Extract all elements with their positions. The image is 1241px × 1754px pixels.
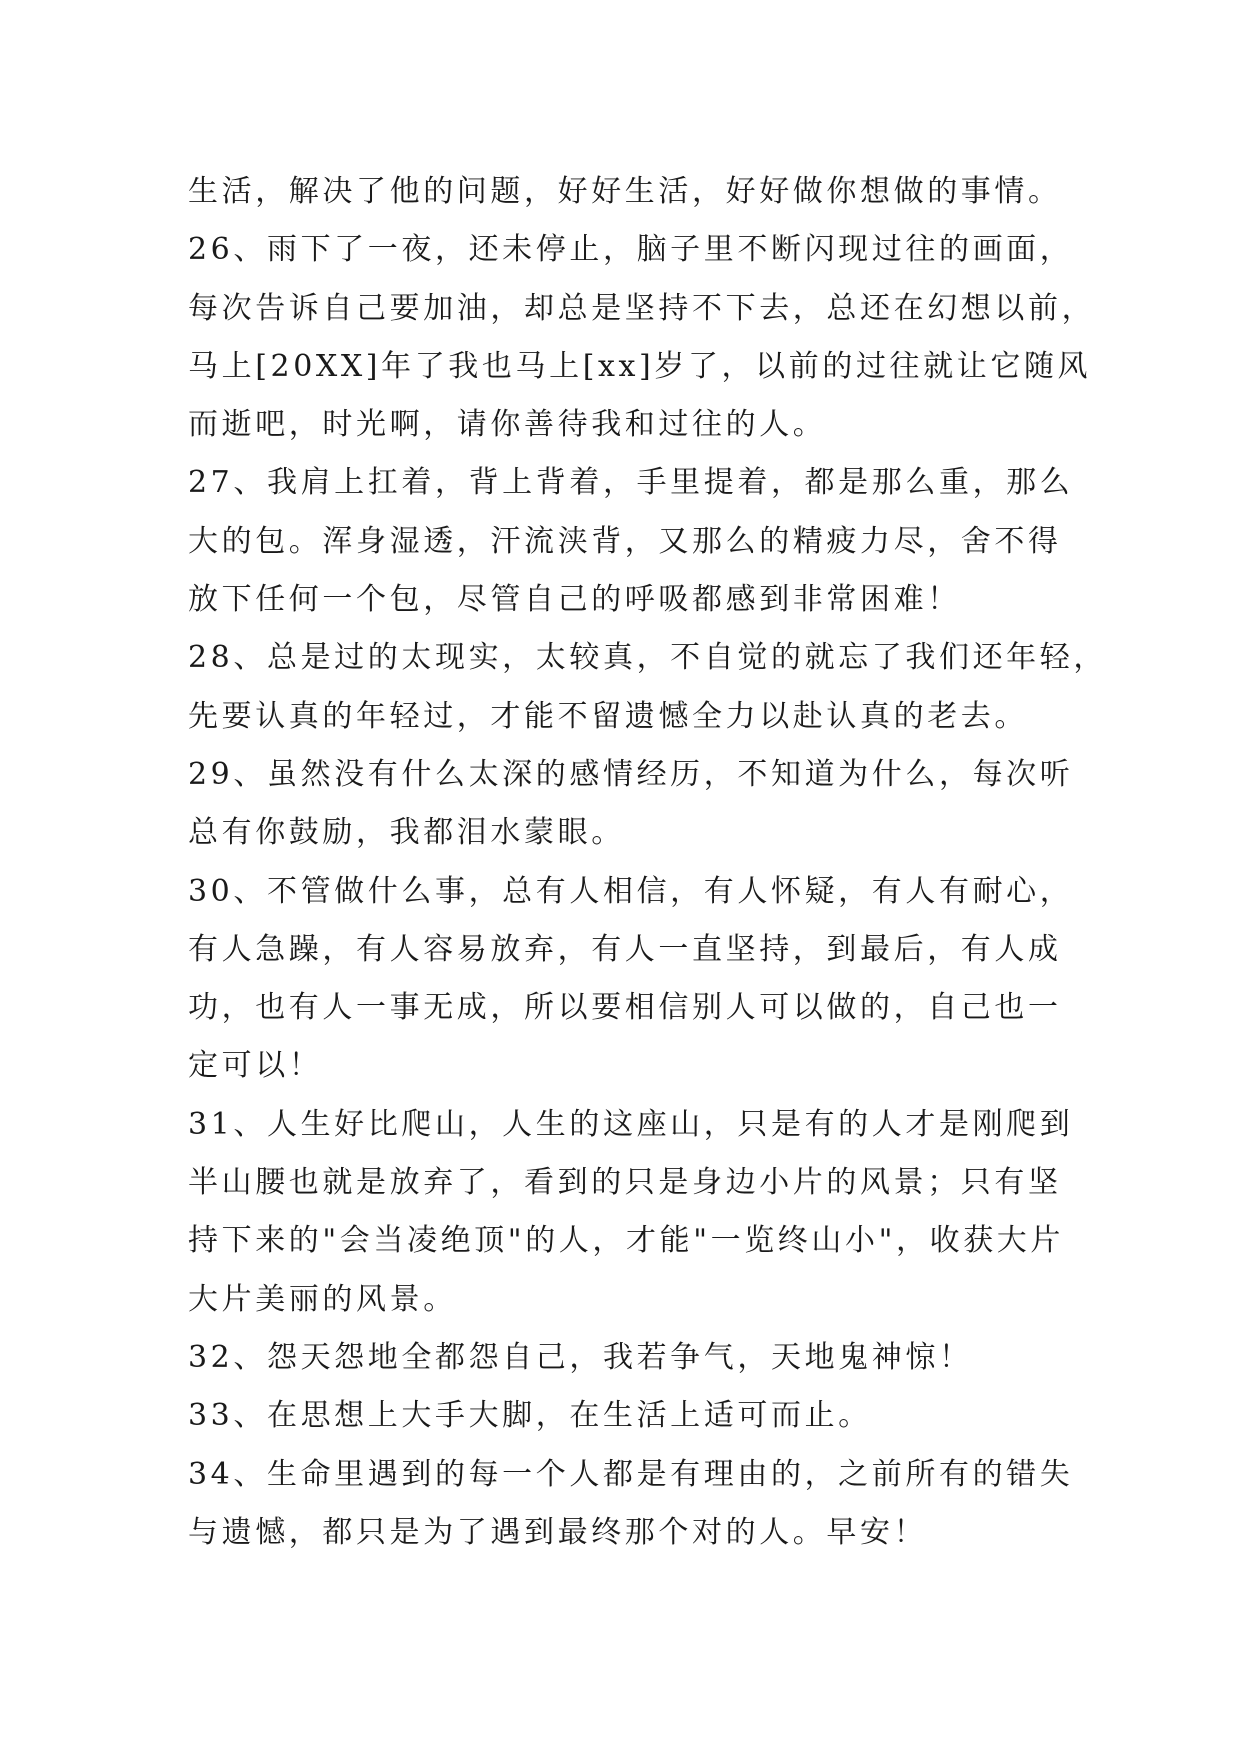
text-line: 而逝吧，时光啊，请你善待我和过往的人。 [188, 407, 827, 443]
text-line: 生活，解决了他的问题，好好生活，好好做你想做的事情。 [188, 174, 1062, 209]
text-line: 有人急躁，有人容易放弃，有人一直坚持，到最后，有人成 [188, 931, 1062, 967]
text-line: 半山腰也就是放弃了，看到的只是身边小片的风景；只有坚 [188, 1165, 1062, 1201]
text-line: 马上[20XX]年了我也马上[xx]岁了，以前的过往就让它随风 [188, 348, 1092, 384]
text-line: 30、不管做什么事，总有人相信，有人怀疑，有人有耐心， [188, 873, 1074, 909]
text-line: 功，也有人一事无成，所以要相信别人可以做的，自己也一 [188, 990, 1062, 1026]
text-line: 总有你鼓励，我都泪水蒙眼。 [188, 815, 625, 851]
text-line: 27、我肩上扛着，背上背着，手里提着，都是那么重，那么 [188, 465, 1074, 501]
text-line: 29、虽然没有什么太深的感情经历，不知道为什么，每次听 [188, 756, 1074, 792]
text-line: 大的包。浑身湿透，汗流浃背，又那么的精疲力尽，舍不得 [188, 523, 1062, 559]
text-line: 先要认真的年轻过，才能不留遗憾全力以赴认真的老去。 [188, 698, 1028, 734]
text-line: 28、总是过的太现实，太较真，不自觉的就忘了我们还年轻， [188, 640, 1107, 676]
document-body [188, 163, 1107, 1562]
text-line: 放下任何一个包，尽管自己的呼吸都感到非常困难！ [188, 582, 961, 618]
text-line: 与遗憾，都只是为了遇到最终那个对的人。早安！ [188, 1514, 928, 1550]
text-line: 持下来的"会当凌绝顶"的人，才能"一览终山小"，收获大片 [188, 1223, 1064, 1259]
text-line: 每次告诉自己要加油，却总是坚持不下去，总还在幻想以前， [188, 290, 1096, 326]
text-line: 32、怨天怨地全都怨自己，我若争气，天地鬼神惊！ [188, 1339, 973, 1375]
text-line: 定可以！ [188, 1048, 323, 1084]
text-line: 31、人生好比爬山，人生的这座山，只是有的人才是刚爬到 [188, 1106, 1074, 1142]
text-line: 大片美丽的风景。 [188, 1281, 457, 1317]
text-line: 33、在思想上大手大脚，在生活上适可而止。 [188, 1398, 872, 1434]
text-line: 34、生命里遇到的每一个人都是有理由的，之前所有的错失 [188, 1456, 1074, 1492]
text-line: 26、雨下了一夜，还未停止，脑子里不断闪现过往的画面， [188, 232, 1074, 268]
